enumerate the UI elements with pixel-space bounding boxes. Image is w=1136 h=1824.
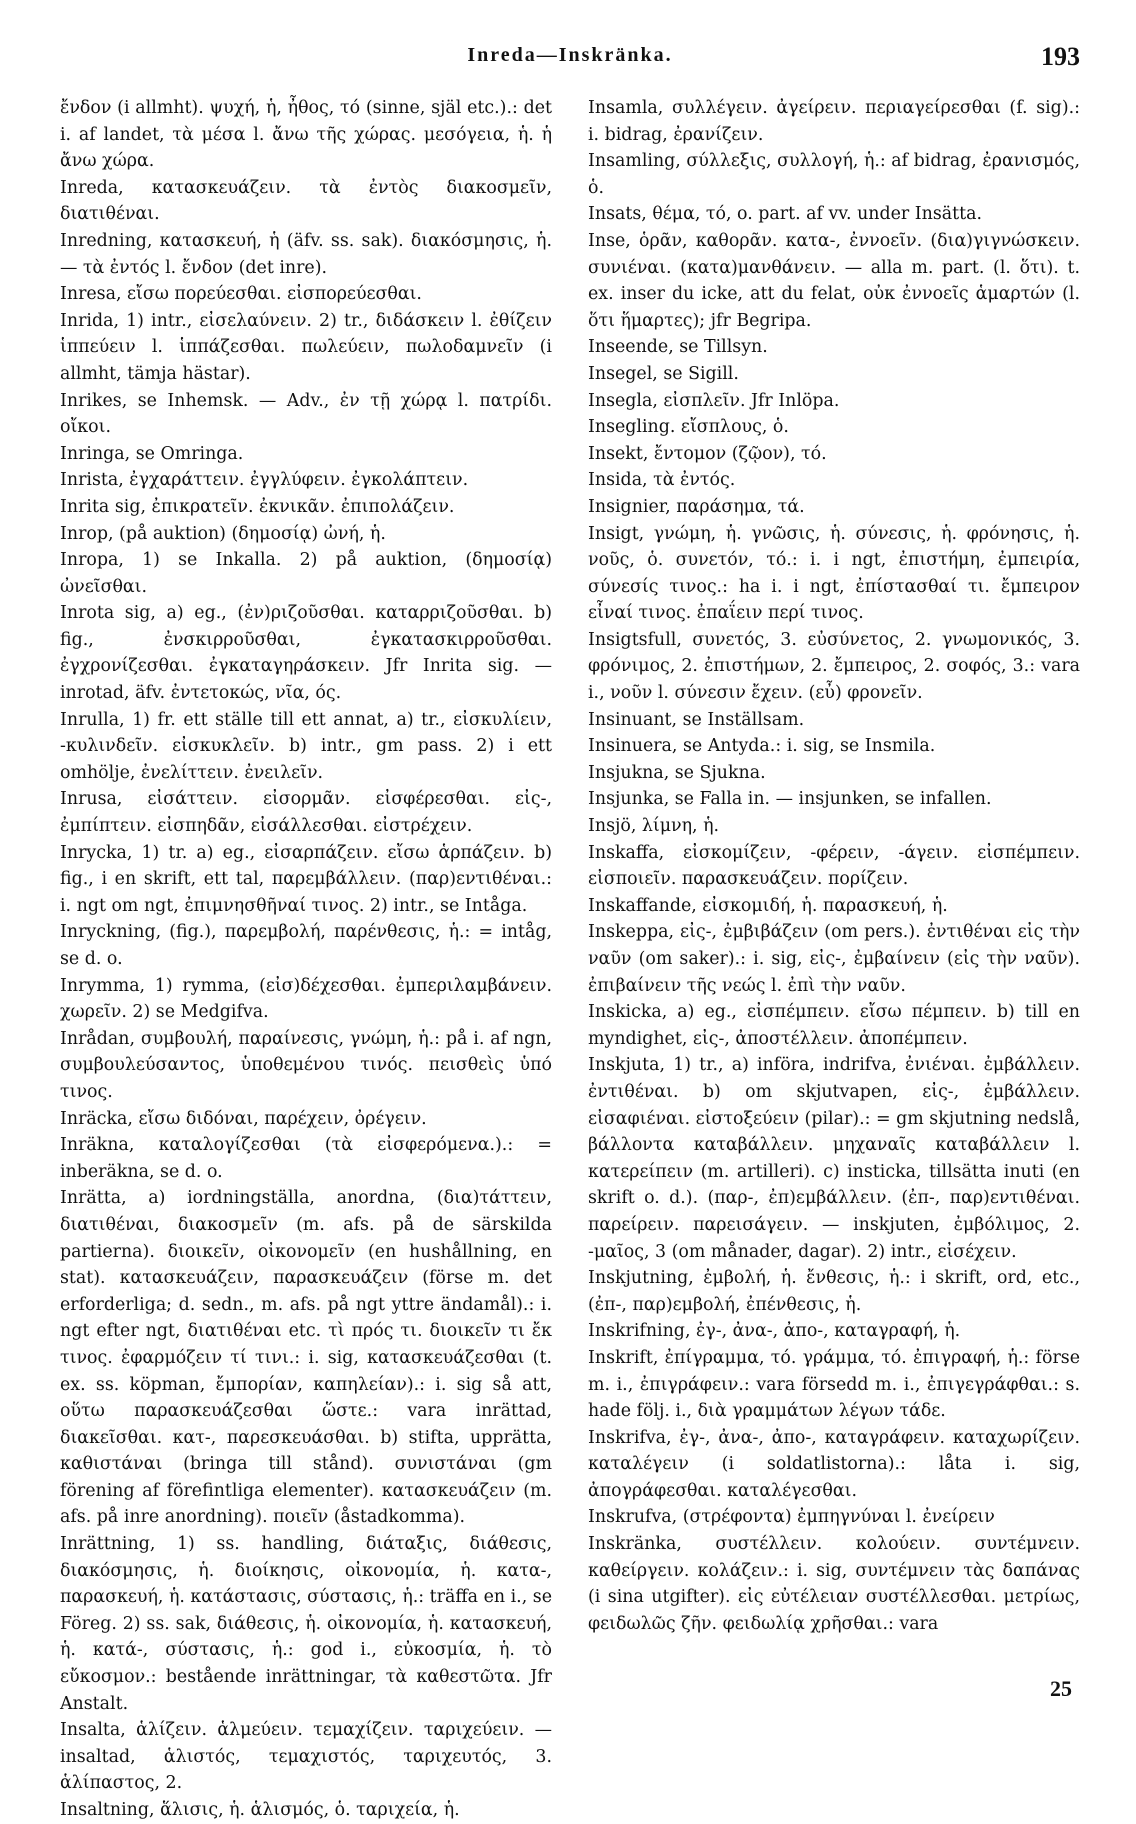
dictionary-entry: Inseende, se Tillsyn. xyxy=(588,337,768,358)
dictionary-entry: Insigt, γνώμη, ἡ. γνῶσις, ἡ. σύνεσις, ἡ. φρόνησις, ἡ. νοῦς, ὁ. συνετόν, τό.: i. i ngt, ἐπιστήμη, ἐμπειρία, σύνεσίς τινος.: ha i. i ngt, ἐπίστασθαί τι. ἔμπειρον εἶναί τινος. ἐπαΐειν περί τινος. xyxy=(588,523,1080,624)
dictionary-entry: Insamla, συλλέγειν. ἀγείρειν. περιαγείρεσθαι (f. sig).: i. bidrag, ἐρανίζειν. xyxy=(588,98,1080,145)
running-head: Inreda—Inskränka. xyxy=(467,44,673,66)
dictionary-entry: Insegla, εἰσπλεῖν. Jfr Inlöpa. xyxy=(588,390,840,411)
dictionary-entry: Inrusa, εἰσάττειν. εἰσορμᾶν. εἰσφέρεσθαι. εἰς-, ἐμπίπτειν. εἰσπηδᾶν, εἰσάλλεσθαι. εἰστρέχειν. xyxy=(60,789,552,837)
dictionary-entry: Insinuant, se Inställsam. xyxy=(588,709,805,730)
dictionary-entry: Insalta, ἁλίζειν. ἁλμεύειν. τεμαχίζειν. ταριχεύειν. — insaltad, ἁλιστός, τεμαχιστός, ταριχευτός, 3. ἁλίπαστος, 2. xyxy=(60,1720,552,1794)
dictionary-entry: Insegel, se Sigill. xyxy=(588,363,739,384)
dictionary-entry: Inskrifva, ἐγ-, ἀνα-, ἀπο-, καταγράφειν. καταχωρίζειν. καταλέγειν (i soldatlistorna).: låta i. sig, ἀπογράφεσθαι. καταλέγεσθαι. xyxy=(588,1427,1080,1501)
dictionary-entry: Inskjutning, ἐμβολή, ἡ. ἔνθεσις, ἡ.: i skrift, ord, etc., (ἐπ-, παρ)εμβολή, ἐπένθεσις, ἡ. xyxy=(588,1268,1080,1315)
dictionary-entry: Inropa, 1) se Inkalla. 2) på auktion, (δημοσίᾳ) ὠνεῖσθαι. xyxy=(60,550,552,597)
page-number: 193 xyxy=(1041,42,1080,71)
dictionary-entry: Insjö, λίμνη, ἡ. xyxy=(588,816,720,837)
dictionary-entry: Insaltning, ἅλισις, ἡ. ἁλισμός, ὁ. ταριχεία, ἡ. xyxy=(60,1800,460,1820)
dictionary-entry: Inrätta, a) iordningställa, anordna, (δια)τάττειν, διατιθέναι, διακοσμεῖν (m. afs. på de särskilda partierna). διοικεῖν, οἰκονομεῖν (en hushållning, en stat). κατασκευάζειν, παρασκευάζειν (förse m. det erforderliga; d. sedn., m. afs. på ngt yttre ändamål).: i. ngt efter ngt, διατιθέναι etc. τὶ πρός τι. διοικεῖν τι ἔκ τινος. ἐφαρμόζειν τί τινι.: i. sig, κατασκευάζεσθαι (t. ex. ss. köpman, ἔμπορίαν, καπηλείαν).: i. sig så att, οὕτω παρασκευάζεσθαι ὥστε.: vara inrättad, διακεῖσθαι. κατ-, παρεσκευάσθαι. b) stifta, upprätta, καθιστάναι (bringa till stånd). συνιστάναι (gm förening af förefintliga elementer). κατασκευάζειν (m. afs. på inre anordning). ποιεῖν (åstadkomma). xyxy=(60,1188,552,1528)
dictionary-entry: Insigtsfull, συνετός, 3. εὐσύνετος, 2. γνωμονικός, 3. φρόνιμος, 2. ἐπιστήμων, 2. ἔμπειρος, 2. σοφός, 3.: vara i., νοῦν l. σύνεσιν ἔχειν. (εὖ) φρονεῖν. xyxy=(588,629,1080,704)
dictionary-entry: Inskrift, ἐπίγραμμα, τό. γράμμα, τό. ἐπιγραφή, ἡ.: förse m. i., ἐπιγράφειν.: vara försedd m. i., ἐπιγεγράφθαι.: s. hade följ. i., διὰ γραμμάτων λέγων τάδε. xyxy=(588,1347,1080,1422)
dictionary-entry: Inskaffa, εἰσκομίζειν, -φέρειν, -άγειν. εἰσπέμπειν. εἰσποιεῖν. παρασκευάζειν. πορίζειν. xyxy=(588,842,1080,890)
dictionary-entry: Inrymma, 1) rymma, (εἰσ)δέχεσθαι. ἐμπεριλαμβάνειν. χωρεῖν. 2) se Medgifva. xyxy=(60,975,552,1023)
dictionary-entry: Inrycka, 1) tr. a) eg., εἰσαρπάζειν. εἴσω ἁρπάζειν. b) fig., i en skrift, ett tal, παρεμβάλλειν. (παρ)εντιθέναι.: i. ngt om ngt, ἐπιμνησθῆναί τινος. 2) intr., se Intåga. xyxy=(60,842,552,916)
dictionary-entry: Insamling, σύλλεξις, συλλογή, ἡ.: af bidrag, ἐρανισμός, ὁ. xyxy=(588,151,1080,198)
dictionary-entry: Insinuera, se Antyda.: i. sig, se Insmila. xyxy=(588,736,936,757)
dictionary-entry: Inryckning, (fig.), παρεμβολή, παρένθεσις, ἡ.: = intåg, se d. o. xyxy=(60,922,552,969)
dictionary-entry: Insats, θέμα, τό, o. part. af vv. under Insätta. xyxy=(588,204,983,225)
dictionary-entry: Insekt, ἔντομον (ζῷον), τό. xyxy=(588,443,827,464)
dictionary-entry: Inrikes, se Inhemsk. — Adv., ἐν τῇ χώρᾳ l. πατρίδι. οἴκοι. xyxy=(60,390,552,438)
dictionary-entry: Insignier, παράσημα, τά. xyxy=(588,496,805,517)
dictionary-entry: Inskränka, συστέλλειν. κολούειν. συντέμνειν. καθείργειν. κολάζειν.: i. sig, συντέμνειν τὰς δαπάνας (i sina utgifter). εἰς εὐτέλειαν συστέλλεσθαι. μετρίως, φειδωλῶς ζῆν. φειδωλίᾳ χρῆσθαι.: vara xyxy=(588,1534,1080,1634)
dictionary-entry: Insjukna, se Sjukna. xyxy=(588,762,766,783)
dictionary-entry: Inrota sig, a) eg., (ἐν)ριζοῦσθαι. καταρριζοῦσθαι. b) fig., ἐνσκιρροῦσθαι, ἐγκατασκιρροῦσθαι. ἐγχρονίζεσθαι. ἐγκαταγηράσκειν. Jfr Inrita sig. — inrotad, äfv. ἐντετοκώς, νῖα, ός. xyxy=(60,603,552,704)
dictionary-entry: Inrista, ἐγχαράττειν. ἐγγλύφειν. ἐγκολάπτειν. xyxy=(60,470,469,491)
dictionary-entry: Inskeppa, εἰς-, ἐμβιβάζειν (om pers.). ἐντιθέναι εἰς τὴν ναῦν (om saker).: i. sig, εἰς-, ἐμβαίνειν (εἰς τὴν ναῦν). ἐπιβαίνειν τῆς νεώς l. ἐπὶ τὴν ναῦν. xyxy=(588,922,1080,996)
dictionary-entry: Insida, τὰ ἐντός. xyxy=(588,470,736,491)
dictionary-entry: Inse, ὁρᾶν, καθορᾶν. κατα-, ἐννοεῖν. (δια)γιγνώσκειν. συνιέναι. (κατα)μανθάνειν. — alla m. part. (l. ὅτι). t. ex. inser du icke, att du felat, οὐκ ἐννοεῖς ἁμαρτών (l. ὅτι ἥμαρτες); jfr Begripa. xyxy=(588,230,1080,331)
dictionary-entry: Inskjuta, 1) tr., a) införa, indrifva, ἐνιέναι. ἐμβάλλειν. ἐντιθέναι. b) om skjutvapen, εἰς-, ἐμβάλλειν. εἰσαφιέναι. εἰστοξεύειν (pilar).: = gm skjutning nedslå, βάλλοντα καταβάλλειν. μηχαναῖς καταβάλλειν l. κατερείπειν (m. artilleri). c) insticka, tillsätta inuti (en skrift o. d.). (παρ-, ἐπ)εμβάλλειν. (ἐπ-, παρ)εντιθέναι. παρείρειν. παρεισάγειν. — inskjuten, ἐμβόλιμος, 2. -μαῖος, 3 (om månader, dagar). 2) intr., εἰσέχειν. xyxy=(588,1055,1080,1262)
dictionary-entry: Inskrifning, ἐγ-, ἀνα-, ἀπο-, καταγραφή, ἡ. xyxy=(588,1321,961,1342)
dictionary-entry: Inskicka, a) eg., εἰσπέμπειν. εἴσω πέμπειν. b) till en myndighet, εἰς-, ἀποστέλλειν. ἀποπέμπειν. xyxy=(588,1002,1080,1049)
dictionary-entry: Inringa, se Omringa. xyxy=(60,443,244,464)
right-column xyxy=(588,95,1080,1665)
dictionary-entry: Inrulla, 1) fr. ett ställe till ett annat, a) tr., εἰσκυλίειν, -κυλινδεῖν. εἰσκυκλεῖν. b) intr., gm pass. 2) i ett omhölje, ἐνελίττειν. ἐνειλεῖν. xyxy=(60,709,552,783)
dictionary-entry: Inskaffande, εἰσκομιδή, ἡ. παρασκευή, ἡ. xyxy=(588,895,948,916)
dictionary-entry: Inskrufva, (στρέφοντα) ἐμπηγνύναι l. ἐνείρειν xyxy=(588,1507,995,1528)
dictionary-entry: Inräcka, εἴσω διδόναι, παρέχειν, ὀρέγειν. xyxy=(60,1108,427,1129)
page-header xyxy=(60,40,1080,80)
left-column xyxy=(60,95,552,1820)
printer-signature: 25 xyxy=(1050,1676,1072,1701)
dictionary-entry: Inräkna, καταλογίζεσθαι (τὰ εἰσφερόμενα.).: = inberäkna, se d. o. xyxy=(60,1135,552,1182)
dictionary-entry: Inrida, 1) intr., εἰσελαύνειν. 2) tr., διδάσκειν l. ἐθίζειν ἱππεύειν l. ἱππάζεσθαι. πωλεύειν, πωλοδαμνεῖν (i allmht, tämja hästar). xyxy=(60,310,552,384)
dictionary-entry: Inreda, κατασκευάζειν. τὰ ἐντὸς διακοσμεῖν, διατιθέναι. xyxy=(60,177,552,225)
dictionary-entry: ἔνδον (i allmht). ψυχή, ἡ, ἦθος, τό (sinne, själ etc.).: det i. af landet, τὰ μέσα l. ἄνω τῆς χώρας. μεσόγεια, ἡ. ἡ ἄνω χώρα. xyxy=(60,98,552,172)
dictionary-entry: Inrop, (på auktion) (δημοσίᾳ) ὠνή, ἡ. xyxy=(60,523,386,544)
dictionary-entry: Inrådan, συμβουλή, παραίνεσις, γνώμη, ἡ.: på i. af ngn, συμβουλεύσαντος, ὑποθεμένου τινός. πεισθεὶς ὑπό τινος. xyxy=(60,1028,552,1102)
dictionary-entry: Inredning, κατασκευή, ἡ (äfv. ss. sak). διακόσμησις, ἡ. — τὰ ἐντός l. ἔνδον (det inre). xyxy=(60,230,552,278)
dictionary-entry: Inrita sig, ἐπικρατεῖν. ἐκνικᾶν. ἐπιπολάζειν. xyxy=(60,496,455,517)
dictionary-entry: Insegling. εἴσπλους, ὁ. xyxy=(588,417,789,438)
dictionary-entry: Inrättning, 1) ss. handling, διάταξις, διάθεσις, διακόσμησις, ἡ. διοίκησις, οἰκονομία, ἡ. κατα-, παρασκευή, ἡ. κατάστασις, σύστασις, ἡ.: träffa en i., se Föreg. 2) ss. sak, διάθεσις, ἡ. οἰκονομία, ἡ. κατασκευή, ἡ. κατά-, σύστασις, ἡ.: god i., εὐκοσμία, ἡ. τὸ εὔκοσμον.: bestående inrättningar, τὰ καθεστῶτα. Jfr Anstalt. xyxy=(60,1534,552,1714)
dictionary-entry: Insjunka, se Falla in. — insjunken, se infallen. xyxy=(588,789,992,810)
dictionary-entry: Inresa, εἴσω πορεύεσθαι. εἰσπορεύεσθαι. xyxy=(60,284,422,305)
